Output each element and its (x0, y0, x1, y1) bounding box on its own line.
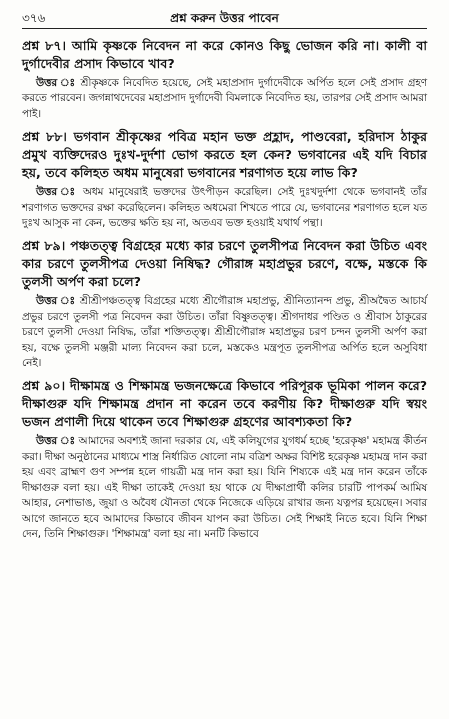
answer-label: উত্তর ঃ (36, 435, 76, 448)
running-title: প্রশ্ন করুন উত্তর পাবেন (170, 11, 279, 25)
question-label: প্রশ্ন ৮৮। (22, 129, 67, 145)
question-90 (22, 377, 427, 431)
question-label: প্রশ্ন ৮৯। (22, 238, 66, 254)
answer-label: উত্তর ঃ (36, 77, 77, 89)
page-number: ৩৭৬ (22, 11, 46, 25)
question-text: ভগবান শ্রীকৃষ্ণের পবিত্র মহান ভক্ত প্রহ্লাদ, পাণ্ডবেরা, হরিদাস ঠাকুর প্রমুখ ব্যক্তিদেরও দুঃখ-দুর্দশা ভোগ করতে হল কেন? ভগবানের এই যদি বিচার হয়, তবে কলিহত অধম মানুষেরা ভগবানের শরণাগত হয়ে লাভ কি? (22, 129, 428, 181)
question-88 (22, 128, 427, 182)
page-header (22, 8, 427, 29)
answer-text: অধম মানুষেরাই ভক্তদের উৎপীড়ন করেছিল। সেই দুঃখদুর্দশা থেকে ভগবানই তাঁর শরণাগত ভক্তদের রক্ষা করেছিলেন। কলিহত অধমেরা শিখতে পারে যে, ভগবানের শরণাগত হলে যত দুঃখ আসুক না কেন, ভক্তের ক্ষতি হয় না, অতএব ভক্ত হওয়াই যথার্থ পন্থা। (22, 186, 427, 230)
question-text: দীক্ষামন্ত্র ও শিক্ষামন্ত্র ভজনক্ষেত্রে কিভাবে পরিপূরক ভূমিকা পালন করে? দীক্ষাগুরু যদি শিক্ষামন্ত্র প্রদান না করেন তবে করণীয় কি? দীক্ষাগুরু যদি স্বয়ং ভজন প্রণালী দিয়ে থাকেন তবে শিক্ষাগুরু গ্রহণের আবশ্যকতা কি? (22, 378, 427, 430)
answer-label: উত্তর ঃ (36, 295, 76, 308)
question-text: আমি কৃষ্ণকে নিবেদন না করে কোনও কিছু ভোজন করি না। কালী বা দুর্গাদেবীর প্রসাদ কিভাবে খাব? (22, 38, 428, 71)
question-label: প্রশ্ন ৮৭। (22, 38, 67, 53)
question-label: প্রশ্ন ৯০। (22, 378, 66, 394)
answer-89 (22, 294, 427, 371)
answer-label: উত্তর ঃ (36, 186, 78, 199)
question-text: পঞ্চতত্ত্ব বিগ্রহের মধ্যে কার চরণে তুলসীপত্র নিবেদন করা উচিত এবং কার চরণে তুলসীপত্র দেওয়া নিষিদ্ধ? গৌরাঙ্গ মহাপ্রভুর চরণে, বক্ষে, মস্তকে কি তুলসী অর্পণ করা চলে? (22, 238, 427, 290)
answer-text: শ্রীশ্রীপঞ্চতত্ত্ব বিগ্রহের মধ্যে শ্রীগৌরাঙ্গ মহাপ্রভু, শ্রীনিত্যানন্দ প্রভু, শ্রীঅদ্বৈত আচার্য প্রভুর চরণে তুলসী পত্র নিবেদন করা উচিত। তাঁরা বিষ্ণুতত্ত্ব। শ্রীগদাধর পণ্ডিত ও শ্রীবাস ঠাকুরের চরণে তুলসী দেওয়া নিষিদ্ধ, তাঁরা শক্তিতত্ত্ব। শ্রীশ্রীগৌরাঙ্গ মহাপ্রভুর চরণ চন্দন তুলসী অর্পণ করা হয়, বক্ষে তুলসী মঞ্জরী মাল্য নিবেদন করা চলে, মস্তকেও মন্ত্রপূত তুলসীপত্র অর্পিত হলে অসুবিধা নেই। (22, 295, 427, 370)
answer-88 (22, 185, 427, 231)
answer-text: শ্রীকৃষ্ণকে নিবেদিত হয়েছে, সেই মহাপ্রসাদ দুর্গাদেবীকে অর্পিত হলে সেই প্রসাদ গ্রহণ করতে পারবেন। জগন্নাথদেবের মহাপ্রসাদ দুর্গাদেবী বিমলাকে নিবেদিত হয়, তারপর সেই প্রসাদ আমরা পাই। (22, 77, 427, 120)
answer-90 (22, 434, 427, 542)
question-89 (22, 237, 427, 291)
question-87 (22, 37, 427, 73)
answer-text: আমাদের অবশ্যই জানা দরকার যে, এই কলিযুগের যুগধর্ম হচ্ছে 'হরেকৃষ্ণ' মহামন্ত্র কীর্তন করা। দীক্ষা অনুষ্ঠানের মাধ্যমে শাস্ত্র নির্ধারিত ষোলো নাম বত্রিশ অক্ষর বিশিষ্ট হরেকৃষ্ণ মহামন্ত্র দান করা হয় এবং ব্রাহ্মণ গুণ সম্পন্ন হলে গায়ত্রী মন্ত্র দান করা হয়। যিনি শিষ্যকে এই মন্ত্র দান করেন তাঁকে দীক্ষাগুরু বলা হয়। এই দীক্ষা তাকেই দেওয়া হয় থাকে যে দীক্ষাপ্রার্থী কলির চারটি পাপকর্ম আমিষ আহার, নেশাভাঙ, জুয়া ও অবৈধ যৌনতা থেকে নিজেকে এড়িয়ে রাখার জন্য যত্নপর হয়েছেন। সবার আগে জানতে হবে আমাদের কিভাবে জীবন যাপন করা উচিত। সেই শিক্ষাই নিতে হবে। যিনি শিক্ষা দেন, তিনি শিক্ষাগুরু। 'শিক্ষামন্ত্র' বলা হয় না। মনটি কিভাবে (22, 435, 427, 540)
answer-87 (22, 76, 427, 122)
